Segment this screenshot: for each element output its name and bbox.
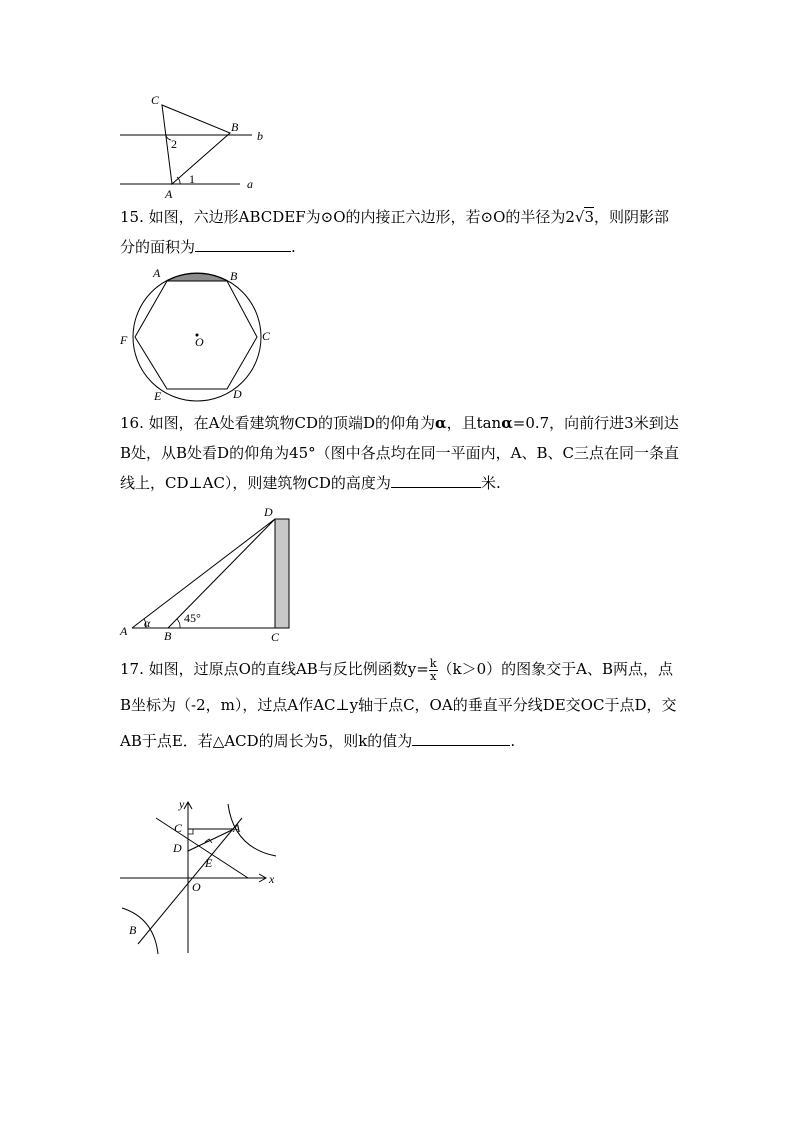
question-16: 16. 如图，在A处看建筑物CD的顶端D的仰角为α，且tanα=0.7，向前行进3米到达B处，从B处看D的仰角为45°（图中各点均在同一平面内，A、B、C三点在同一条直线上，CD⊥AC），则建筑物CD的高度为 米. <box>120 414 679 492</box>
label-x: x <box>269 872 275 886</box>
building-cd <box>275 519 289 628</box>
question-17: 17. 如图，过原点O的直线AB与反比例函数y= $\frac{k}{x}$ （k＞0）的图象交于A、B两点，点B坐标为（-2，m），过点A作AC⊥y轴于点C，OA的垂直平分线DE交OC于点D，交AB于点E．若△ACD的周长为5，则k的值为 . <box>120 656 677 750</box>
figure-inverse-proportion <box>116 796 286 956</box>
label-A: A <box>233 821 241 835</box>
fraction-k-over-x: $\frac{k}{x}$ <box>429 656 437 683</box>
label-alpha: α <box>144 616 151 630</box>
segment-da <box>188 829 234 851</box>
angle-45-arc <box>177 619 180 628</box>
label-C: C <box>271 630 280 643</box>
label-B: B <box>231 120 239 134</box>
question-15: 15. 如图，六边形ABCDEF为⊙O的内接正六边形，若⊙O的半径为2√3，则阴影部分的面积为 . <box>120 208 670 256</box>
label-A: A <box>153 266 161 280</box>
label-A: A <box>120 624 128 638</box>
label-C: C <box>262 329 271 343</box>
question-number: 16. <box>120 414 144 432</box>
label-B: B <box>230 269 238 283</box>
label-O: O <box>192 880 201 894</box>
figure-building-elevation <box>116 503 296 643</box>
label-45: 45° <box>184 611 201 625</box>
figure-parallel-lines-triangle <box>110 90 280 198</box>
hyperbola-branch-2 <box>122 908 158 954</box>
sight-line-a <box>132 519 275 628</box>
label-E: E <box>205 856 213 870</box>
shaded-segment <box>167 274 227 281</box>
angle-1-arc <box>177 177 180 184</box>
label-C: C <box>174 821 183 835</box>
label-y: y <box>179 797 185 811</box>
label-B: B <box>164 629 172 643</box>
question-number: 17. <box>120 660 144 678</box>
label-O: O <box>195 335 204 349</box>
label-F: F <box>120 333 128 347</box>
figure-hexagon-circle <box>116 266 286 406</box>
label-angle-1: 1 <box>189 172 195 186</box>
right-angle-mark-c <box>188 829 193 834</box>
label-D: D <box>173 841 182 855</box>
answer-blank[interactable] <box>412 729 510 746</box>
label-b: b <box>257 129 263 143</box>
radius-value: 2√3 <box>565 208 595 226</box>
label-E: E <box>154 389 162 403</box>
question-number: 15. <box>120 208 144 226</box>
answer-blank[interactable] <box>195 235 291 252</box>
answer-blank[interactable] <box>391 471 481 488</box>
line-ab <box>138 818 242 944</box>
label-D: D <box>233 387 242 401</box>
label-A: A <box>165 187 173 198</box>
label-B: B <box>129 923 137 937</box>
label-C: C <box>151 93 160 107</box>
label-a: a <box>247 177 253 191</box>
label-angle-2: 2 <box>171 137 177 151</box>
label-D: D <box>264 505 273 519</box>
